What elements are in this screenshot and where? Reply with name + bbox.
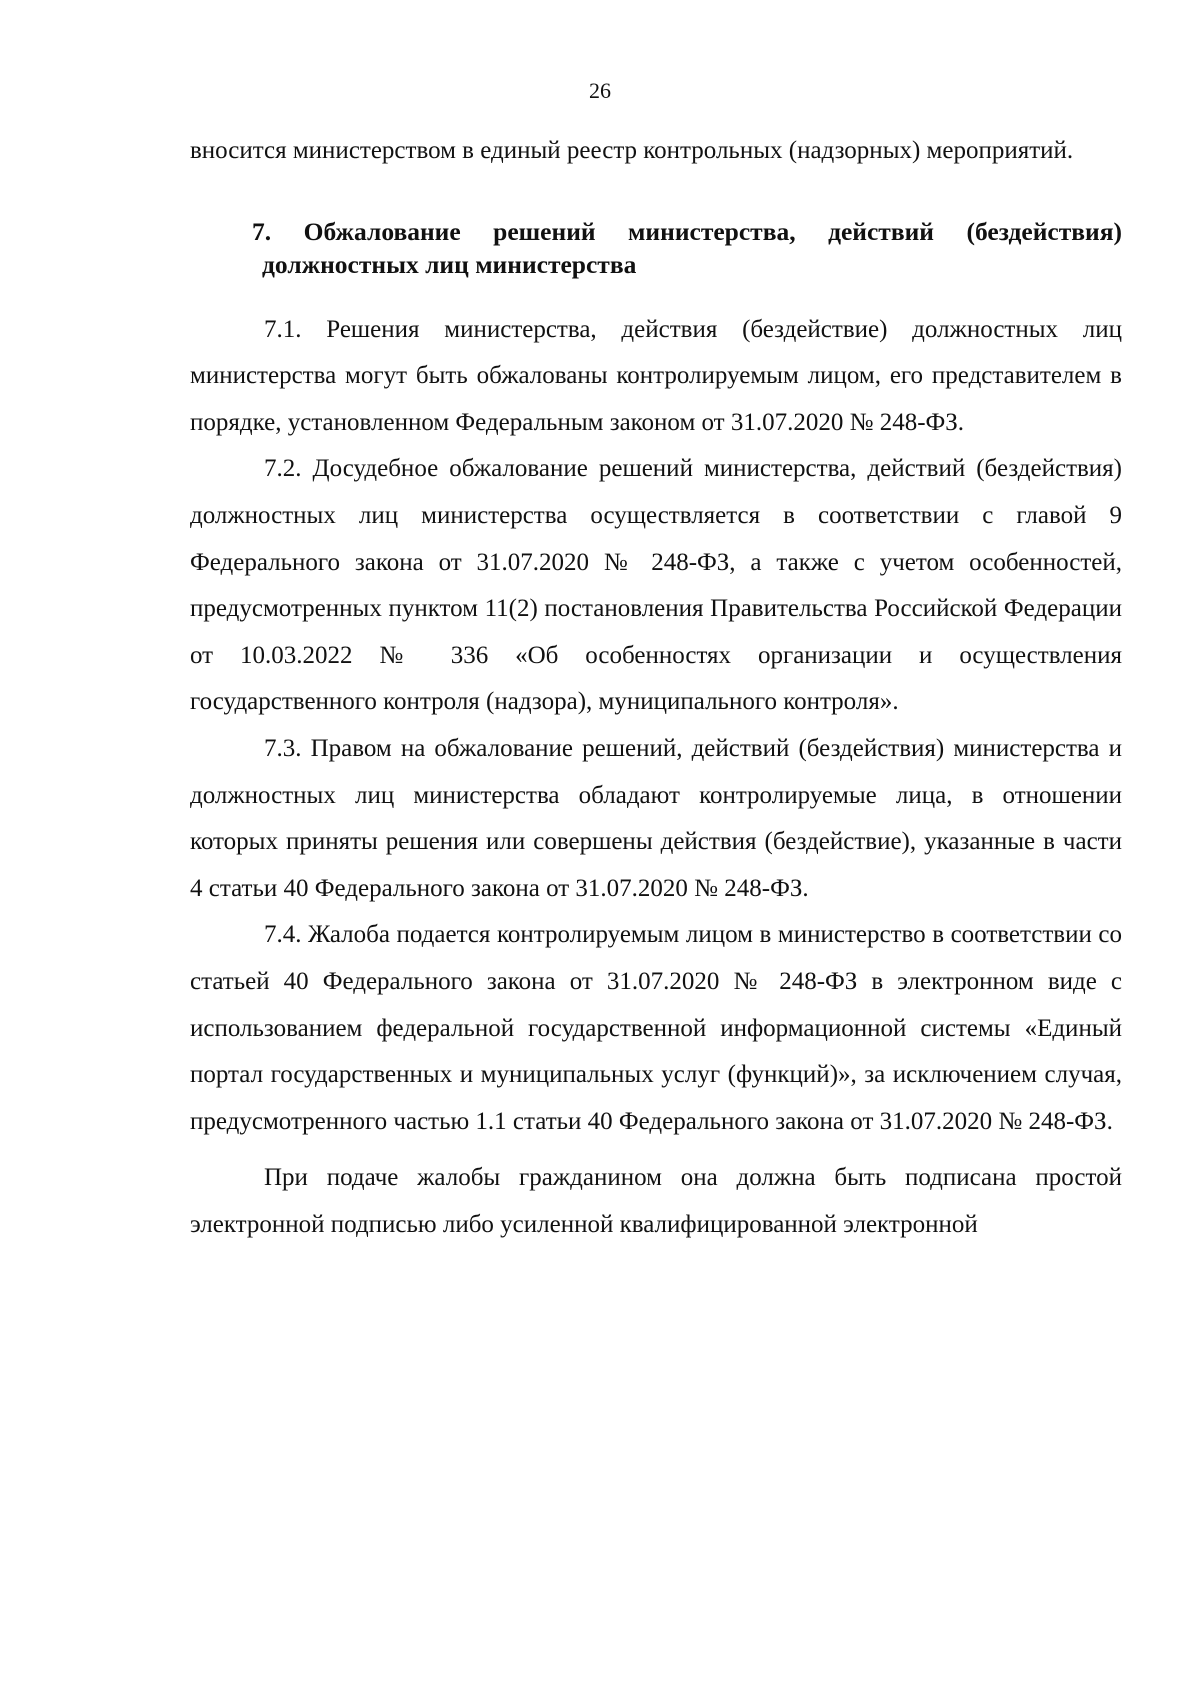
continuation-paragraph: вносится министерством в единый реестр контрольных (надзорных) мероприятий. xyxy=(190,137,1074,164)
paragraph-citizen-signature: При подаче жалобы гражданином она должна быть подписана простой электронной подписью либо усиленной квалифицированной электронной xyxy=(190,1164,1122,1238)
page-number: 26 xyxy=(589,78,611,103)
paragraph-7-3: 7.3. Правом на обжалование решений, действий (бездействия) министерства и должностных лиц министерства обладают контролируемые лица, в отношении которых приняты решения или совершены действия (бездействие), указанные в части 4 статьи 40 Федерального закона от 31.07.2020 № 248-ФЗ. xyxy=(190,734,1122,902)
paragraph-7-4: 7.4. Жалоба подается контролируемым лицом в министерство в соответствии со статьей 40 Федерального закона от 31.07.2020 № 248-ФЗ в электронном виде с использованием федеральной государственной информационной системы «Единый портал государственных и муниципальных услуг (функций)», за исключением случая, предусмотренного частью 1.1 статьи 40 Федерального закона от 31.07.2020 № 248-ФЗ. xyxy=(190,921,1122,1135)
paragraph-7-2: 7.2. Досудебное обжалование решений министерства, действий (бездействия) должностных лиц министерства осуществляется в соответствии с главой 9 Федерального закона от 31.07.2020 № 248-ФЗ, а также с учетом особенностей, предусмотренных пунктом 11(2) постановления Правительства Российской Федерации от 10.03.2022 № 336 «Об особенностях организации и осуществления государственного контроля (надзора), муниципального контроля». xyxy=(190,455,1122,716)
section-heading: 7. Обжалование решений министерства, действий (бездействия) должностных лиц министерства xyxy=(252,216,1122,279)
document-body xyxy=(190,128,1122,1248)
paragraph-7-1: 7.1. Решения министерства, действия (бездействие) должностных лиц министерства могут быть обжалованы контролируемым лицом, его представителем в порядке, установленном Федеральным законом от 31.07.2020 № 248-ФЗ. xyxy=(190,315,1122,436)
